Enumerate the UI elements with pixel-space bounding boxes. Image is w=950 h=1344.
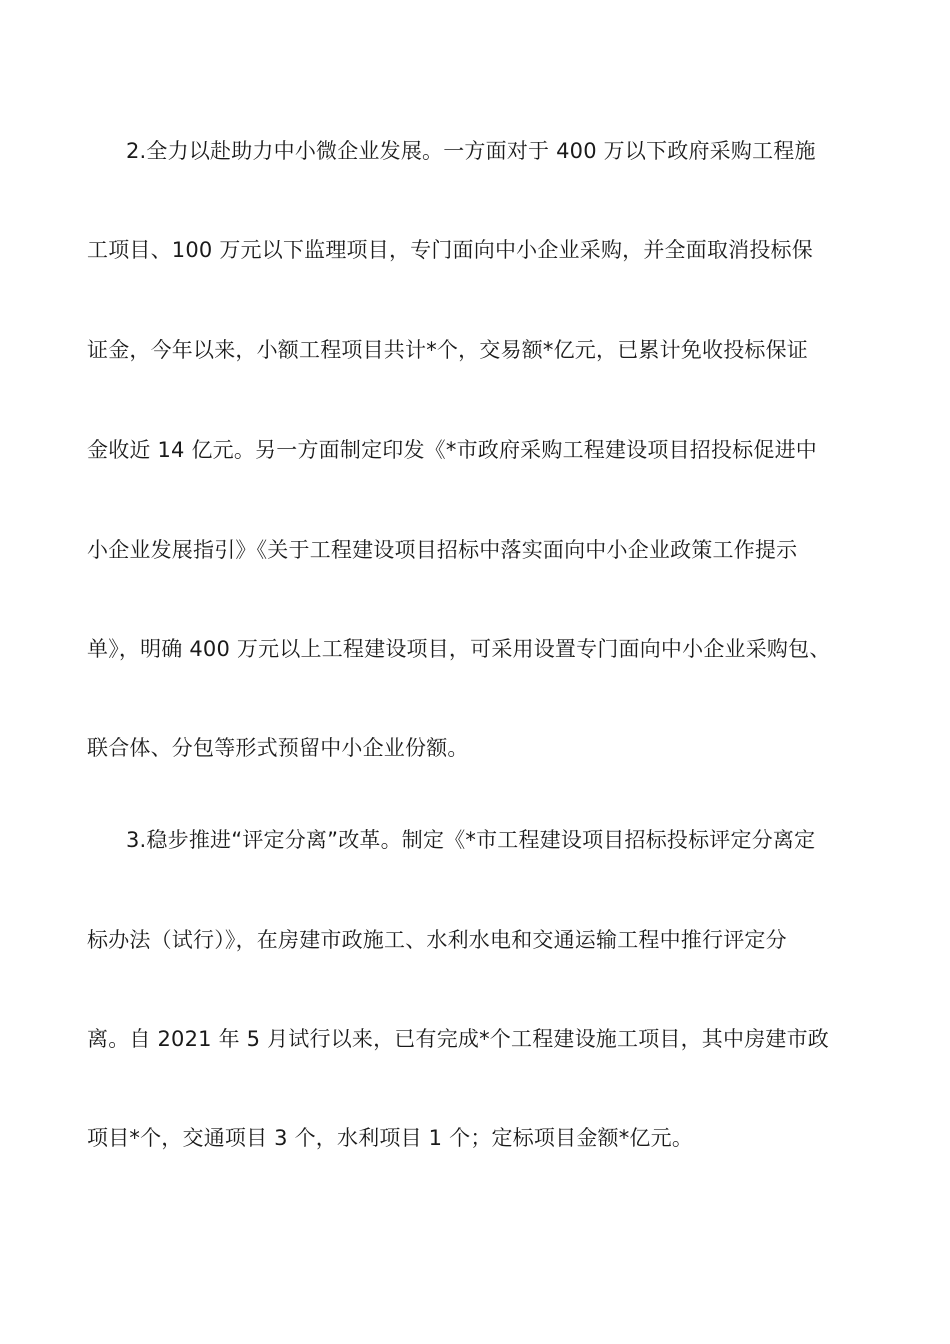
text-line: 3.稳步推进“评定分离”改革。制定《*市工程建设项目招标投标评定分离定 — [126, 828, 816, 852]
text-line: 小企业发展指引》《关于工程建设项目招标中落实面向中小企业政策工作提示 — [87, 538, 798, 562]
text-line: 金收近 14 亿元。另一方面制定印发《*市政府采购工程建设项目招投标促进中 — [87, 438, 817, 462]
text-line: 证金，今年以来，小额工程项目共计*个，交易额*亿元，已累计免收投标保证 — [87, 338, 808, 362]
text-line: 联合体、分包等形式预留中小企业份额。 — [87, 736, 469, 760]
text-line: 离。自 2021 年 5 月试行以来，已有完成*个工程建设施工项目，其中房建市政 — [87, 1027, 830, 1051]
text-line: 单》，明确 400 万元以上工程建设项目，可采用设置专门面向中小企业采购包、 — [87, 637, 831, 661]
text-line: 工项目、100 万元以下监理项目，专门面向中小企业采购，并全面取消投标保 — [87, 238, 813, 262]
text-line: 2.全力以赴助力中小微企业发展。一方面对于 400 万以下政府采购工程施 — [126, 139, 816, 163]
text-line: 项目*个，交通项目 3 个，水利项目 1 个；定标项目金额*亿元。 — [87, 1126, 694, 1150]
text-line: 标办法（试行）》，在房建市政施工、水利水电和交通运输工程中推行评定分 — [87, 928, 787, 952]
